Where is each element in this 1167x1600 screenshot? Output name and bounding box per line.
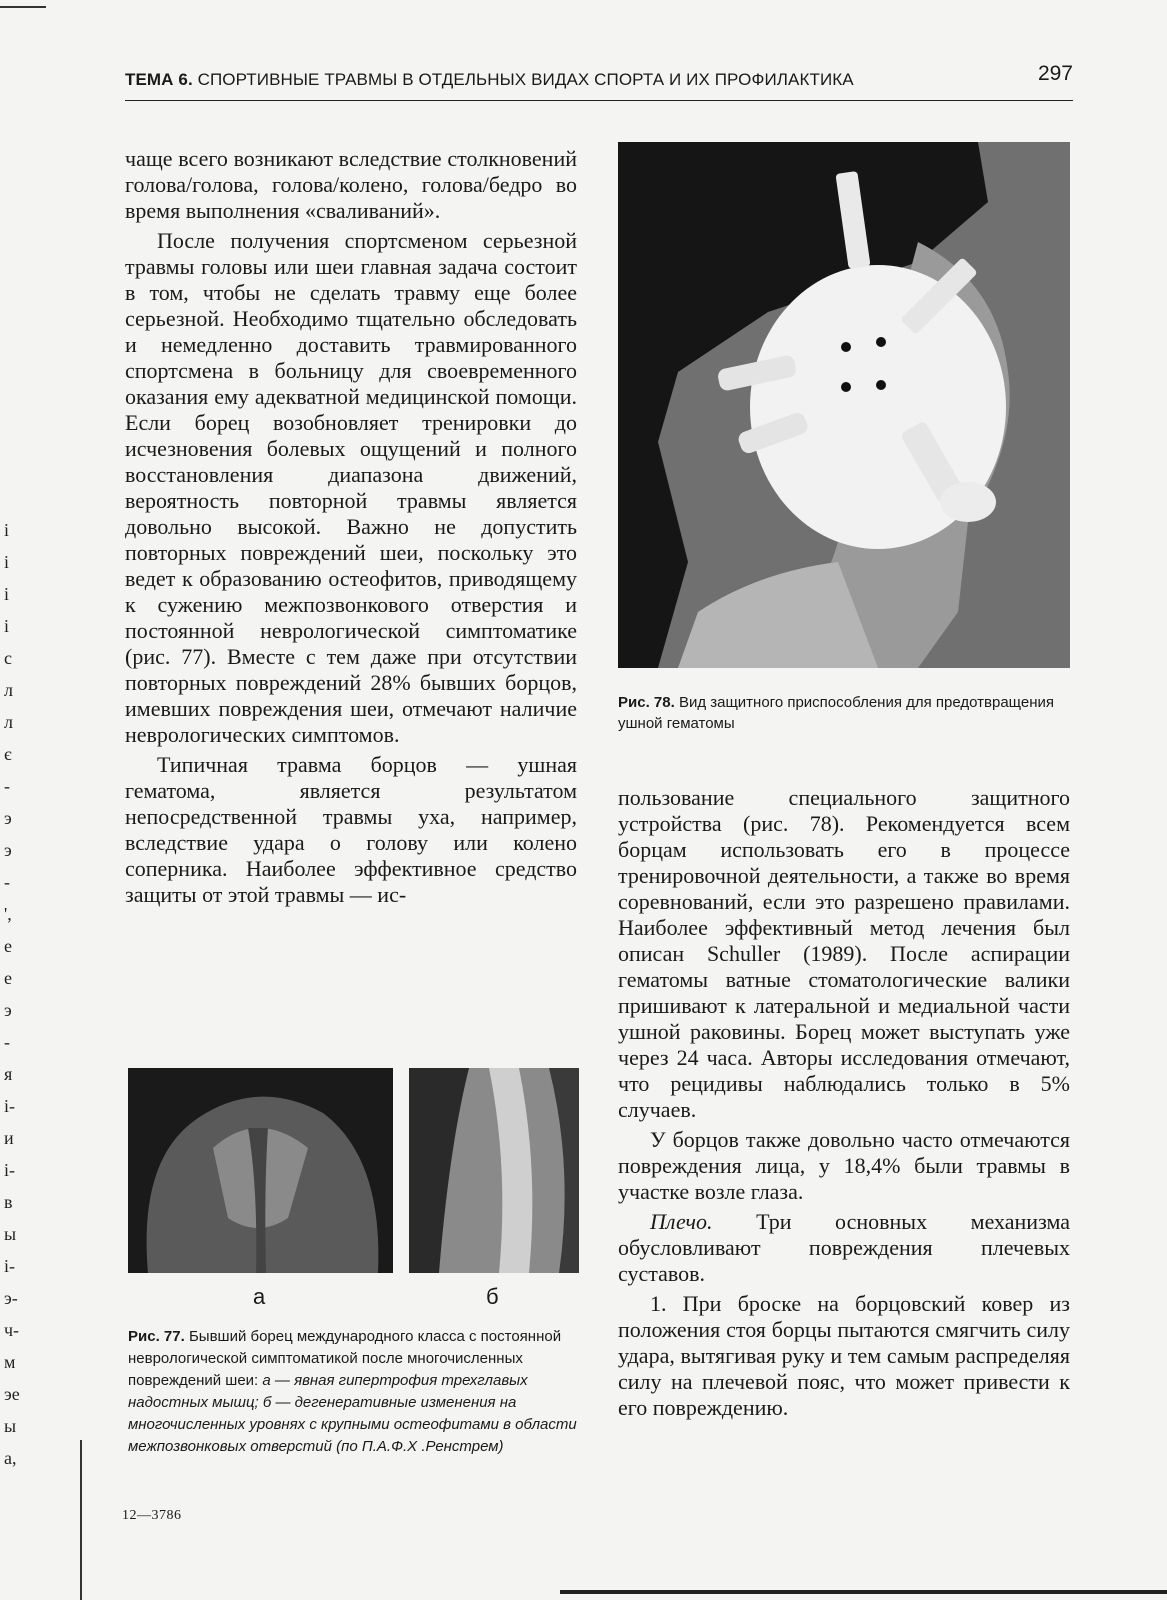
neck-xray-photo <box>409 1068 579 1273</box>
caption-text: Вид защитного приспособления для предотвращения ушной гематомы <box>618 694 1054 732</box>
page-number: 297 <box>1037 62 1073 85</box>
margin-fragment: є <box>4 744 12 764</box>
caption-text: Бывший борец международного класса с постоянной неврологической симптоматикой после многочисленных повреждений шеи: <box>128 1328 562 1389</box>
figure-78-caption <box>618 692 1078 734</box>
margin-fragment: ы <box>4 1224 17 1244</box>
margin-fragment: л <box>4 680 13 700</box>
margin-fragment: і <box>4 520 10 540</box>
margin-fragment: э <box>4 1000 12 1020</box>
margin-fragment: і- <box>4 1256 15 1276</box>
paragraph <box>618 1209 1070 1287</box>
figure-label: Рис. 77. <box>128 1328 185 1345</box>
header-title-text: СПОРТИВНЫЕ ТРАВМЫ В ОТДЕЛЬНЫХ ВИДАХ СПОРТА И ИХ ПРОФИЛАКТИКА <box>197 70 854 89</box>
margin-fragment: ы <box>4 1416 17 1436</box>
figure-77a-label: а <box>253 1284 266 1309</box>
paragraph: У борцов также довольно часто отмечаются повреждения лица, у 18,4% были травмы в участке возле глаза. <box>618 1127 1070 1204</box>
margin-fragment: - <box>4 1032 10 1052</box>
bottom-rule <box>560 1590 1167 1594</box>
margin-fragment: і- <box>4 1160 15 1180</box>
paragraph-text: Три основных механизма обусловливают повреждения плечевых суставов. <box>618 1209 1070 1286</box>
margin-fragment: і <box>4 616 10 636</box>
margin-fragment: м <box>4 1352 16 1372</box>
margin-fragment: і <box>4 584 10 604</box>
margin-fragment: э <box>4 808 12 828</box>
header-title <box>125 70 854 90</box>
printer-signature: 12—3786 <box>122 1508 182 1523</box>
margin-fragment: і <box>4 552 10 572</box>
left-column-text <box>125 146 577 908</box>
margin-fragment: і- <box>4 1096 15 1116</box>
margin-fragment: ', <box>4 904 12 924</box>
running-header <box>125 62 1073 101</box>
margin-fragment: в <box>4 1192 13 1212</box>
figure-77b-label: б <box>486 1284 499 1309</box>
margin-fragment: л <box>4 712 13 732</box>
margin-fragment: я <box>4 1064 13 1084</box>
paragraph: 1. При броске на борцовский ковер из положения стоя борцы пытаются смягчить силу удара, вытягивая руку и тем самым распределяя силу на плечевой пояс, что может привести к его повреждению. <box>618 1291 1070 1420</box>
margin-fragment: е <box>4 968 12 988</box>
caption-detail: а — явная гипертрофия трехглавых надостных мышц; б — дегенеративные изменения на многочисленных уровнях с крупными остеофитами в области межпозвонковых отверстий (по П.А.Ф.Х .Ренстрем) <box>128 1372 577 1455</box>
figure-77a-photo <box>128 1068 393 1273</box>
margin-fragment: э- <box>4 1288 18 1308</box>
margin-fragment: и <box>4 1128 14 1148</box>
figure-78-photo <box>618 142 1070 668</box>
figure-label: Рис. 78. <box>618 694 675 711</box>
margin-fragment: - <box>4 872 10 892</box>
back-muscles-photo <box>128 1068 393 1273</box>
margin-fragment: а, <box>4 1448 17 1468</box>
margin-fragment: с <box>4 648 12 668</box>
figure-77-caption <box>128 1326 584 1458</box>
paragraph: чаще всего возникают вследствие столкновений голова/голова, голова/колено, голова/бедро во время выполнения «сваливаний». <box>125 146 577 223</box>
adjacent-page-margin <box>0 0 40 1600</box>
paragraph: После получения спортсменом серьезной травмы головы или шеи главная задача состоит в том, чтобы не сделать травму еще более серьезной. Необходимо тщательно обследовать и немедленно доставить травмированного спортсмена в больницу для своевременного оказания ему адекватной медицинской помощи. Если борец возобновляет тренировки до исчезновения болевых ощущений и полного восстановления диапазона движений, вероятность повторной травмы является довольно высокой. Важно не допустить повторных повреждений шеи, поскольку это ведет к образованию остеофитов, приводящему к сужению межпозвонкового отверстия и постоянной неврологической симптоматике (рис. 77). Вместе с тем даже при отсутствии повторных повреждений 28% бывших борцов, имевших повреждения шеи, отмечают наличие неврологических симптомов. <box>125 228 577 747</box>
margin-fragment: э <box>4 840 12 860</box>
topic-label: ТЕМА 6. <box>125 70 193 89</box>
spine-line <box>80 1440 82 1600</box>
shoulder-heading: Плечо. <box>650 1209 713 1234</box>
figure-77b-xray <box>409 1068 579 1273</box>
margin-fragment: ч- <box>4 1320 20 1340</box>
margin-fragment: эе <box>4 1384 20 1404</box>
margin-fragment: е <box>4 936 12 956</box>
headgear-photo-illustration <box>618 142 1070 668</box>
paragraph: пользование специального защитного устройства (рис. 78). Рекомендуется всем борцам использовать его в процессе тренировочной деятельности, а также во время соревнований, если это разрешено правилами. Наиболее эффективный метод лечения был описан Schuller (1989). После аспирации гематомы ватные стоматологические валики пришивают к латеральной и медиальной части ушной раковины. Борец может выступать уже через 24 часа. Авторы исследования отмечают, что рецидивы наблюдались только в 5% случаев. <box>618 785 1070 1122</box>
margin-fragment: - <box>4 776 10 796</box>
right-column-text <box>618 785 1070 1421</box>
paragraph: Типичная травма борцов — ушная гематома, является результатом непосредственной травмы уха, например, вследствие удара о голову или колено соперника. Наиболее эффективное средство защиты от этой травмы — ис- <box>125 752 577 907</box>
